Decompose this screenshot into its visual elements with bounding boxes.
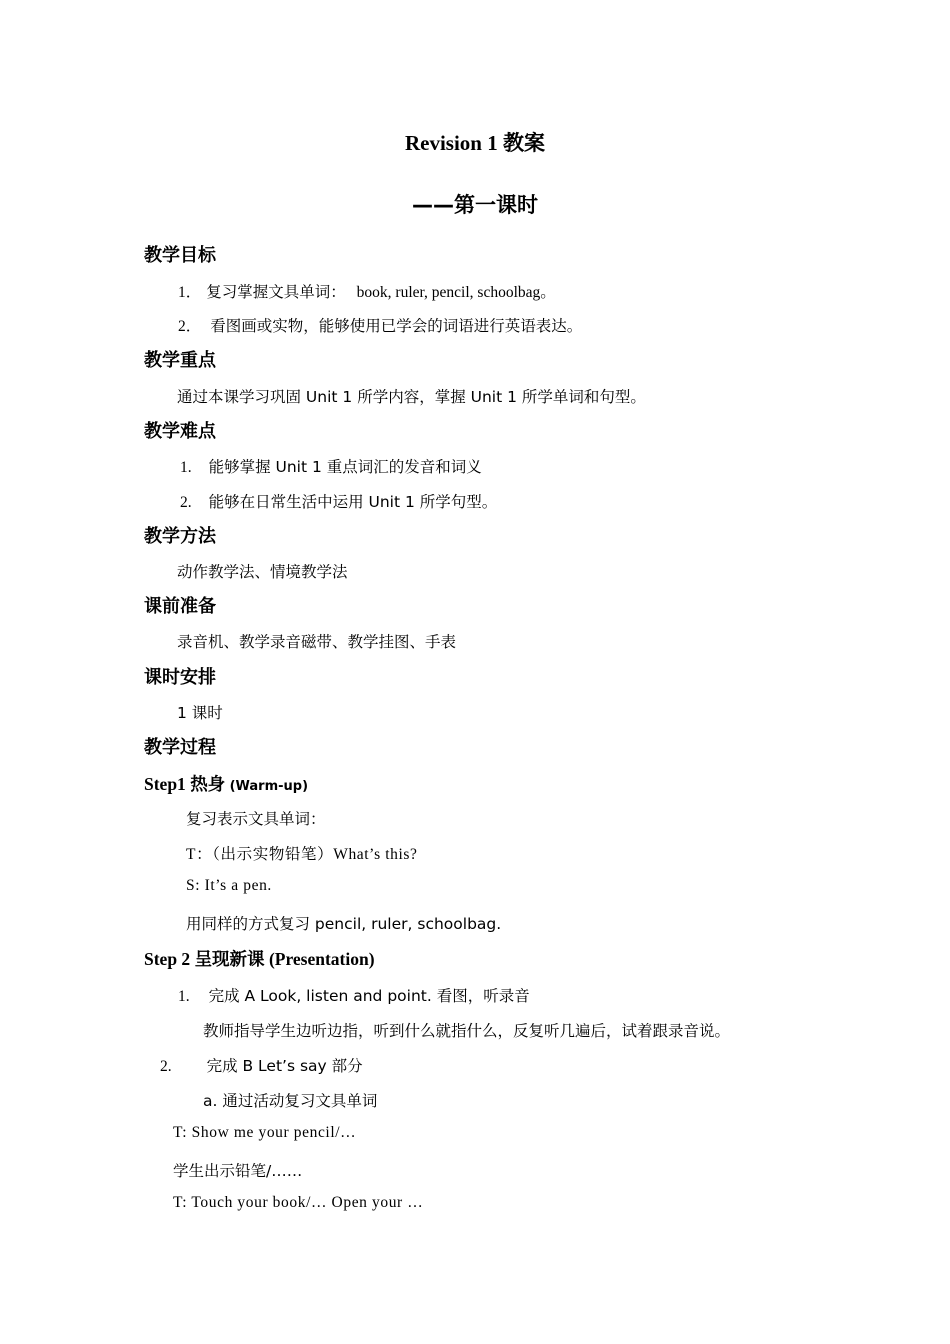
step1-line: 用同样的方式复习 pencil, ruler, schoolbag. (186, 915, 502, 933)
step1-line: S: It’s a pen. (186, 877, 272, 894)
difficulty-item-1 (180, 455, 482, 477)
objective-text: 复习掌握文具单词： (206, 283, 346, 301)
step2-item-number: 1. (178, 988, 190, 1005)
objectives-heading: 教学目标 (144, 245, 216, 266)
step2-item-text: 完成 B Let’s say 部分 (206, 1057, 363, 1075)
key-points-heading: 教学重点 (144, 350, 216, 371)
difficulty-number: 1. (180, 459, 192, 476)
step2-item-1-detail: 教师指导学生边听边指，听到什么就指什么，反复听几遍后，试着跟录音说。 (203, 1022, 731, 1040)
document-title: Revision 1 教案 (404, 131, 545, 155)
step2-line: T: Show me your pencil/… (173, 1124, 357, 1141)
schedule-text: 1 课时 (177, 704, 223, 722)
key-points-text: 通过本课学习巩固 Unit 1 所学内容，掌握 Unit 1 所学单词和句型。 (177, 388, 646, 406)
document-subtitle: ——第一课时 (412, 193, 538, 217)
objective-words: book, ruler, pencil, schoolbag。 (356, 284, 556, 301)
process-heading: 教学过程 (144, 737, 216, 758)
step1-line: T：（出示实物铅笔）What’s this? (186, 846, 418, 863)
objective-item-2 (178, 314, 582, 336)
methods-text: 动作教学法、情境教学法 (177, 563, 348, 581)
step1-title-zh: 热身 (190, 775, 226, 795)
objective-number: 1． (178, 284, 202, 301)
step2-line: T: Touch your book/… Open your … (173, 1194, 424, 1211)
difficulty-text: 能够掌握 Unit 1 重点词汇的发音和词义 (208, 458, 482, 476)
step2-line: 学生出示铅笔/…… (173, 1162, 303, 1180)
step2-label: Step 2 (144, 949, 191, 969)
step2-item-2 (160, 1054, 363, 1076)
difficulty-number: 2. (180, 494, 192, 511)
objective-item-1 (178, 280, 556, 302)
difficulty-text: 能够在日常生活中运用 Unit 1 所学句型。 (208, 493, 498, 511)
step2-heading (144, 946, 375, 971)
schedule-heading: 课时安排 (144, 667, 216, 688)
step1-heading (144, 771, 308, 796)
step2-item-text: 完成 A Look, listen and point. 看图，听录音 (208, 987, 530, 1005)
step2-title-zh: 呈现新课 (194, 950, 265, 970)
methods-heading: 教学方法 (144, 526, 216, 547)
preparation-text: 录音机、教学录音磁带、教学挂图、手表 (177, 633, 457, 651)
step1-line: 复习表示文具单词： (186, 810, 326, 828)
step2-item-1 (178, 984, 530, 1006)
step2-title-en: (Presentation) (268, 949, 375, 969)
objective-text: 看图画或实物，能够使用已学会的词语进行英语表达。 (210, 317, 583, 335)
step2-sub-a: a. 通过活动复习文具单词 (203, 1092, 378, 1110)
objective-number: 2． (178, 318, 202, 335)
step1-label: Step1 (144, 774, 186, 794)
difficulties-heading: 教学难点 (144, 421, 216, 442)
difficulty-item-2 (180, 490, 497, 512)
step2-item-number: 2. (160, 1058, 172, 1075)
step1-title-en: (Warm-up) (229, 779, 309, 794)
preparation-heading: 课前准备 (144, 596, 216, 617)
